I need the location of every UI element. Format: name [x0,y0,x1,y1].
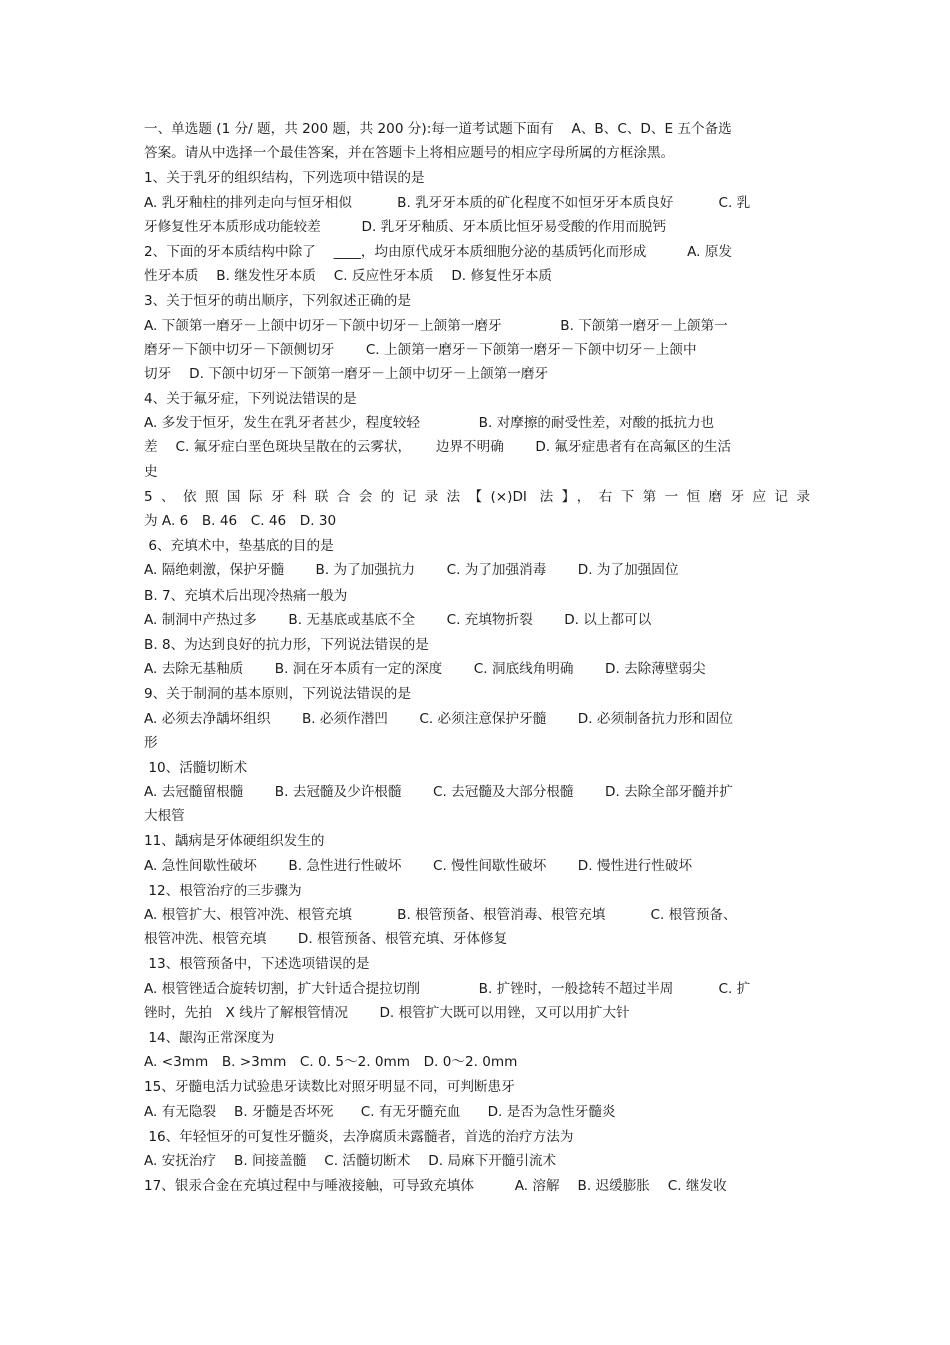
question-5: 5、依照国际牙科联合会的记录法【(×)DI 法】，右下第一恒磨牙应记录 [144,488,810,505]
question-2: 2、下面的牙本质结构中除了 ____，均由原代成牙本质细胞分泌的基质钙化而形成 A. 原发 [144,243,733,260]
question-8-options: A. 去除无基釉质 B. 洞在牙本质有一定的深度 C. 洞底线角明确 D. 去除薄壁弱尖 [144,661,706,678]
question-4: 4、关于氟牙症，下列说法错误的是 [144,391,357,408]
question-9-options-line-2: 形 [144,734,158,751]
question-15-options: A. 有无隐裂 B. 牙髓是否坏死 C. 有无牙髓充血 D. 是否为急性牙髓炎 [144,1103,616,1120]
question-1-options-line-2: 牙修复性牙本质形成功能较差 D. 乳牙牙釉质、牙本质比恒牙易受酸的作用而脱钙 [144,218,667,235]
question-7-options: A. 制洞中产热过多 B. 无基底或基底不全 C. 充填物折裂 D. 以上都可以 [144,611,652,628]
question-14-options: A. <3mm B. >3mm C. 0. 5～2. 0mm D. 0～2. 0mm [144,1054,518,1071]
question-9-options-line-1: A. 必须去净龋坏组织 B. 必须作潜凹 C. 必须注意保护牙髓 D. 必须制备抗力形和固位 [144,710,733,727]
instructions-line-2: 答案。请从中选择一个最佳答案，并在答题卡上将相应题号的相应字母所属的方框涂黑。 [144,145,675,162]
question-3-options-line-2: 磨牙－下颌中切牙－下颌侧切牙 C. 上颌第一磨牙－下颌第一磨牙－下颌中切牙－上颌中 [144,341,697,358]
question-6-options: A. 隔绝刺激，保护牙髓 B. 为了加强抗力 C. 为了加强消毒 D. 为了加强固位 [144,562,679,579]
question-1: 1、关于乳牙的组织结构，下列选项中错误的是 [144,170,425,187]
question-12-options-line-1: A. 根管扩大、根管冲洗、根管充填 B. 根管预备、根管消毒、根管充填 C. 根管预备、 [144,907,737,923]
question-13-options-line-2: 锉时，先拍 X 线片了解根管情况 D. 根管扩大既可以用锉，又可以用扩大针 [144,1004,630,1021]
question-10-options-line-1: A. 去冠髓留根髓 B. 去冠髓及少许根髓 C. 去冠髓及大部分根髓 D. 去除全部牙髓并扩 [144,784,733,801]
question-11-options: A. 急性间歇性破坏 B. 急性进行性破坏 C. 慢性间歇性破坏 D. 慢性进行性破坏 [144,857,693,874]
question-11: 11、龋病是牙体硬组织发生的 [144,833,325,850]
question-6: 6、充填术中，垫基底的目的是 [144,538,334,555]
question-3: 3、关于恒牙的萌出顺序，下列叙述正确的是 [144,293,411,310]
question-14: 14、龈沟正常深度为 [144,1029,275,1046]
question-3-options-line-3: 切牙 D. 下颌中切牙－下颌第一磨牙－上颌中切牙－上颌第一磨牙 [144,365,549,382]
question-5-options: 为 A. 6 B. 46 C. 46 D. 30 [144,513,337,529]
question-1-options-line-1: A. 乳牙釉柱的排列走向与恒牙相似 B. 乳牙牙本质的矿化程度不如恒牙牙本质良好 C. 乳 [144,194,751,211]
instructions-line-1: 一、单选题 (1 分/ 题，共 200 题，共 200 分):每一道考试题下面有 A、B、C、D、E 五个备选 [144,121,732,137]
question-4-options-line-2: 差 C. 氟牙症白垩色斑块呈散在的云雾状， 边界不明确 D. 氟牙症患者有在高氟区的生活 [144,439,732,456]
question-2-options: 性牙本质 B. 继发性牙本质 C. 反应性牙本质 D. 修复性牙本质 [144,268,553,285]
question-10-options-line-2: 大根管 [144,808,185,825]
question-13: 13、根管预备中，下述选项错误的是 [144,956,370,973]
question-7: B. 7、充填术后出现冷热痛一般为 [144,587,348,604]
question-15: 15、牙髓电活力试验患牙读数比对照牙明显不同，可判断患牙 [144,1079,515,1096]
question-17: 17、银汞合金在充填过程中与唾液接触，可导致充填体 A. 溶解 B. 迟缓膨胀 C. 继发收 [144,1178,727,1195]
question-10: 10、活髓切断术 [144,759,248,776]
question-13-options-line-1: A. 根管锉适合旋转切割，扩大针适合提拉切削 B. 扩锉时，一般捻转不超过半周 C. 扩 [144,980,751,997]
exam-text [144,117,810,1198]
question-12: 12、根管治疗的三步骤为 [144,882,302,899]
question-9: 9、关于制洞的基本原则，下列说法错误的是 [144,686,411,703]
question-12-options-line-2: 根管冲洗、根管充填 D. 根管预备、根管充填、牙体修复 [144,931,508,948]
question-3-options-line-1: A. 下颌第一磨牙－上颌中切牙－下颌中切牙－上颌第一磨牙 B. 下颌第一磨牙－上颌第一 [144,317,728,334]
question-4-options-line-1: A. 多发于恒牙，发生在乳牙者甚少，程度较轻 B. 对摩擦的耐受性差，对酸的抵抗力也 [144,415,715,432]
question-16-options: A. 安抚治疗 B. 间接盖髓 C. 活髓切断术 D. 局麻下开髓引流术 [144,1152,557,1169]
question-16: 16、年轻恒牙的可复性牙髓炎，去净腐质未露髓者，首选的治疗方法为 [144,1128,574,1145]
question-4-options-line-3: 史 [144,463,158,480]
question-8: B. 8、为达到良好的抗力形，下列说法错误的是 [144,636,429,653]
